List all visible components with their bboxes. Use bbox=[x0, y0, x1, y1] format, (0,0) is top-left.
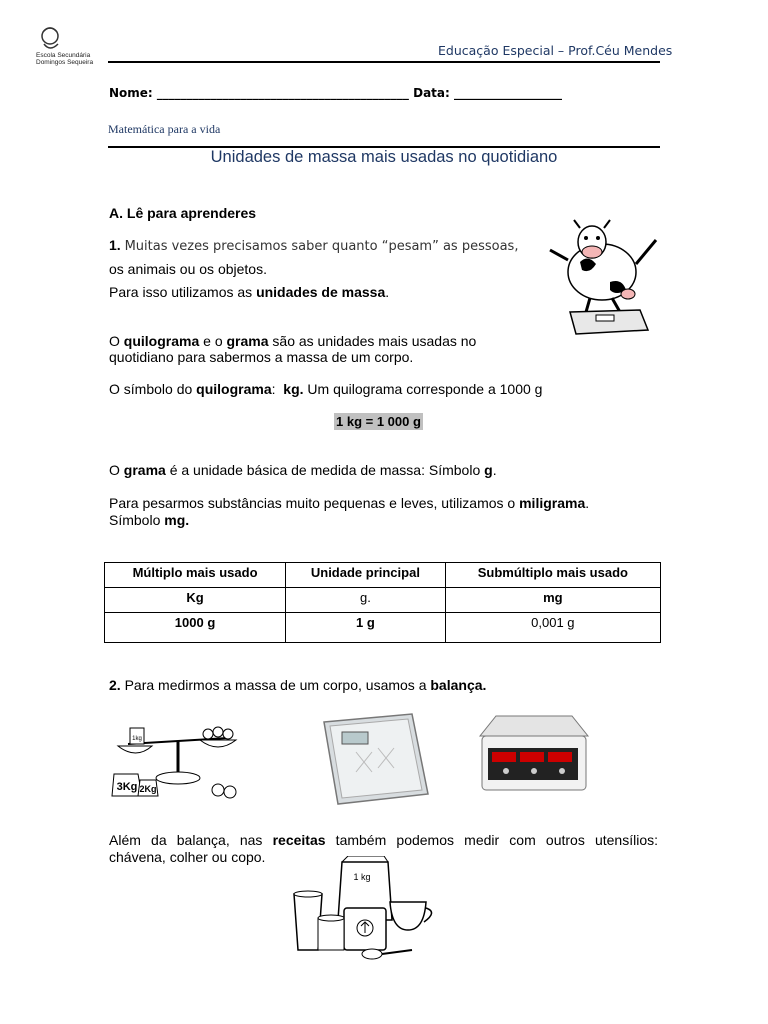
paragraph-1-number: 1. bbox=[109, 237, 121, 253]
table-cell: Kg bbox=[105, 588, 286, 613]
teacher-header: Educação Especial – Prof.Céu Mendes bbox=[438, 43, 673, 58]
table-header-cell: Unidade principal bbox=[286, 563, 446, 588]
page-title: Unidades de massa mais usadas no quotidiano bbox=[210, 148, 558, 166]
balance-scale-illustration bbox=[108, 716, 248, 804]
school-logo-text: Escola Secundária Domingos Sequeira bbox=[36, 52, 94, 66]
units-table bbox=[104, 562, 661, 643]
table-cell: 1000 g bbox=[105, 613, 286, 643]
header-divider bbox=[108, 61, 660, 63]
paragraph-recipes-line-2: chávena, colher ou copo. bbox=[109, 849, 266, 865]
paragraph-2-line-2: quotidiano para sabermos a massa de um corpo. bbox=[109, 349, 414, 365]
paragraph-1-line-3: Para isso utilizamos as unidades de massa. bbox=[109, 284, 390, 300]
kitchen-utensils-illustration bbox=[288, 856, 440, 962]
table-header-cell: Submúltiplo mais usado bbox=[445, 563, 660, 588]
table-header-row bbox=[105, 563, 661, 588]
table-header-cell: Múltiplo mais usado bbox=[105, 563, 286, 588]
weight-label-2kg: 2Kg bbox=[139, 784, 157, 794]
weight-label-3kg: 3Kg bbox=[116, 781, 138, 793]
paragraph-5-line-1: Para pesarmos substâncias muito pequenas e leves, utilizamos o miligrama. bbox=[109, 495, 590, 511]
subject-label: Matemática para a vida bbox=[108, 122, 221, 136]
table-row bbox=[105, 588, 661, 613]
kg-equation: 1 kg = 1 000 g bbox=[336, 414, 421, 429]
name-label: Nome: bbox=[109, 86, 153, 100]
paragraph-5-line-2: Símbolo mg. bbox=[109, 512, 190, 528]
date-label: Data: bbox=[413, 86, 450, 100]
table-row bbox=[105, 613, 661, 643]
date-blank: __________________ bbox=[454, 86, 562, 100]
paragraph-1-line-2: os animais ou os objetos. bbox=[109, 261, 267, 277]
paragraph-4: O grama é a unidade básica de medida de massa: Símbolo g. bbox=[109, 462, 497, 478]
paragraph-3: O símbolo do quilograma: kg. Um quilograma corresponde a 1000 g bbox=[109, 381, 543, 397]
table-cell: mg bbox=[445, 588, 660, 613]
name-date-line bbox=[109, 86, 562, 100]
section-a-heading: A. Lê para aprenderes bbox=[109, 205, 257, 221]
table-cell: g. bbox=[286, 588, 446, 613]
paragraph-recipes-line-1: Além da balança, nas receitas também podemos medir com outros utensílios: bbox=[109, 832, 659, 848]
digital-scale-illustration bbox=[476, 708, 592, 796]
paragraph-2-line-1: O quilograma e o grama são as unidades mais usadas no bbox=[109, 333, 477, 349]
table-cell: 1 g bbox=[286, 613, 446, 643]
bag-label: 1 kg bbox=[353, 872, 371, 882]
cow-on-scale-illustration bbox=[540, 212, 670, 347]
table-cell: 0,001 g bbox=[445, 613, 660, 643]
paragraph-1-line-1: 1. Muitas vezes precisamos saber quanto “pesam” as pessoas, bbox=[109, 237, 519, 254]
bathroom-scale-illustration bbox=[316, 708, 434, 808]
paragraph-balance: 2. Para medirmos a massa de um corpo, usamos a balança. bbox=[109, 677, 487, 693]
name-blank: __________________________________________ bbox=[156, 86, 409, 100]
weight-label-1kg: 1kg bbox=[132, 736, 142, 742]
